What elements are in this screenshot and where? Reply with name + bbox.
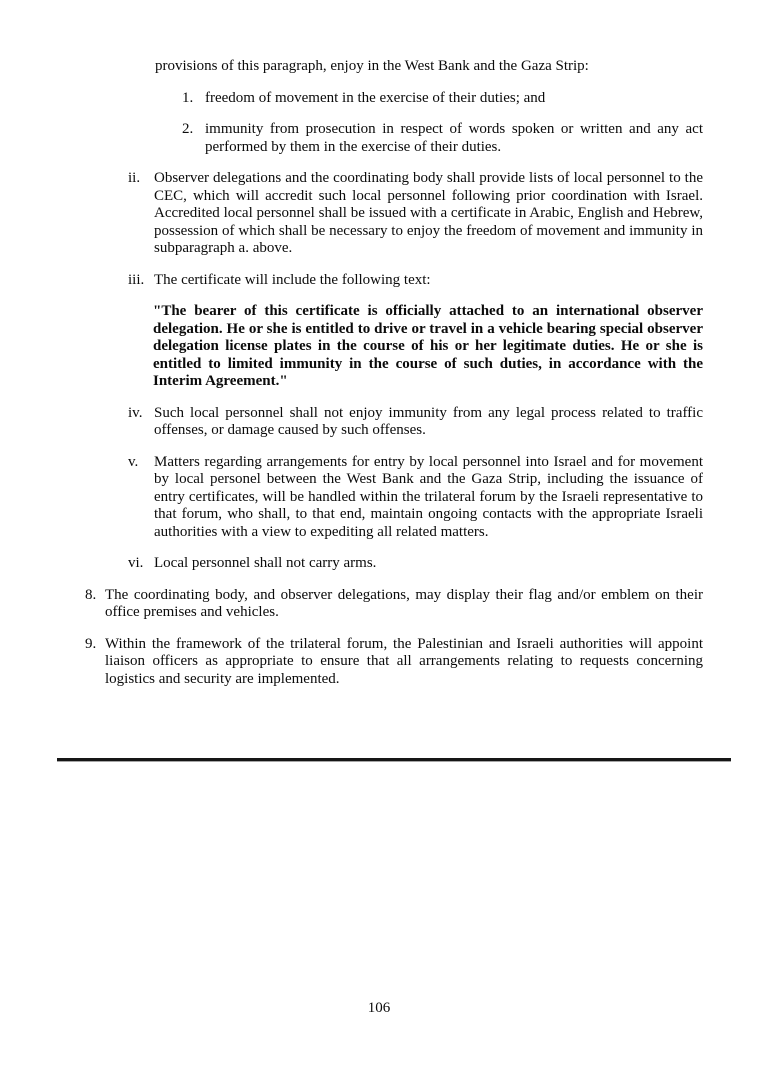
list-item-marker: 8.	[85, 586, 97, 603]
paragraph-text: Local personnel shall not carry arms.	[154, 555, 377, 571]
list-item-marker: 2.	[182, 121, 194, 137]
paragraph-text: "The bearer of this certificate is officially attached to an international observer delegation. He or she is entitled to drive or travel in a vehicle bearing special observer delegation license plates in the course of his or her legitimate duties. He or she is entitled to limited immunity in the course of such duties, in accordance with the Interim Agreement."	[153, 303, 703, 389]
list-item-marker: v.	[128, 453, 139, 470]
paragraph-text: Within the framework of the trilateral forum, the Palestinian and Israeli authorities will appoint liaison officers as appropriate to ensure that all arrangements relating to requests concerning logistics and security are implemented.	[105, 635, 703, 687]
list-item-marker: vi.	[128, 555, 144, 571]
list-item	[85, 587, 703, 622]
paragraph-text: Such local personnel shall not enjoy immunity from any legal process related to traffic offenses, or damage caused by such offenses.	[154, 404, 703, 438]
list-item	[182, 90, 703, 108]
paragraph-text: immunity from prosecution in respect of words spoken or written and any act performed by them in the exercise of their duties.	[205, 121, 703, 155]
list-item-marker: iv.	[128, 404, 143, 421]
paragraph-text: Matters regarding arrangements for entry by local personnel into Israel and for movement by local personel between the West Bank and the Gaza Strip, including the issuance of entry certificates, will be handled within the trilateral forum by the Israeli representative to that forum, who shall, to that end, maintain ongoing contacts with the appropriate Israeli authorities with a view to expediting all related matters.	[154, 453, 703, 540]
paragraph-text: provisions of this paragraph, enjoy in the West Bank and the Gaza Strip:	[155, 58, 589, 74]
paragraph-text: The coordinating body, and observer delegations, may display their flag and/or emblem on their office premises and vehicles.	[105, 586, 703, 620]
page-number: 106	[367, 1000, 391, 1016]
list-item	[128, 454, 703, 542]
list-item-marker: ii.	[128, 170, 141, 186]
list-item-marker: iii.	[128, 271, 145, 288]
certificate-quote-paragraph	[153, 303, 703, 391]
list-item	[128, 272, 703, 290]
list-item-marker: 9.	[85, 635, 97, 652]
separator-line	[57, 758, 731, 761]
paragraph-text: Observer delegations and the coordinating body shall provide lists of local personnel to the CEC, which will accredit such local personnel following prior coordination with Israel. Accredited local personnel shall be issued with a certificate in Arabic, English and Hebrew, possession of which shall be necessary to enjoy the freedom of movement and immunity in subparagraph a. above.	[154, 170, 703, 256]
list-item	[85, 636, 703, 689]
list-item-marker: 1.	[182, 89, 194, 106]
list-item	[128, 405, 703, 440]
list-item	[128, 555, 703, 573]
paragraph-text: The certificate will include the following text:	[154, 271, 431, 288]
paragraph-text: freedom of movement in the exercise of their duties; and	[205, 89, 546, 106]
list-item	[182, 121, 703, 156]
intro-paragraph	[155, 58, 703, 76]
document-body	[85, 58, 703, 702]
list-item	[128, 170, 703, 258]
